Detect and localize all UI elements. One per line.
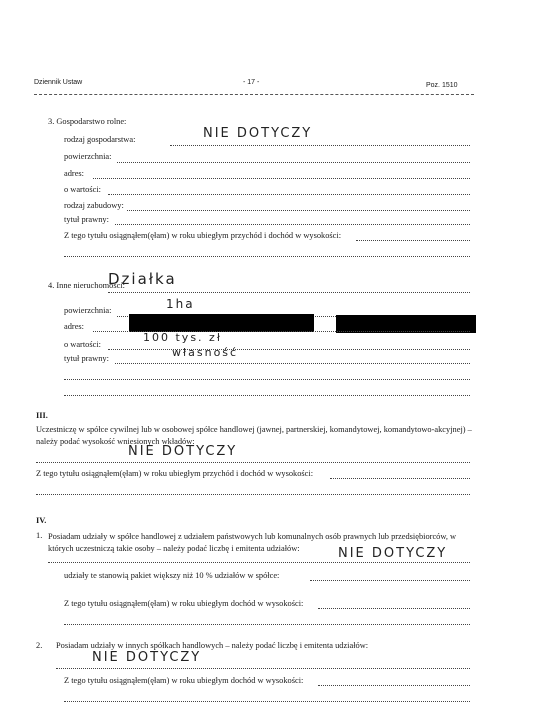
sec3-dochod-line bbox=[356, 240, 470, 241]
header-page-number: - 17 - bbox=[243, 79, 260, 86]
secIV-item2-line bbox=[56, 668, 470, 669]
sec4-wartosc-label: o wartości: bbox=[64, 340, 101, 349]
secIII-dochod-label: Z tego tytułu osiągnąłem(ęłam) w roku ubiegłym przychód i dochód w wysokości: bbox=[36, 469, 314, 478]
secIII-numeral: III. bbox=[36, 411, 48, 420]
secIV-item1-number: 1. bbox=[36, 531, 43, 540]
sec3-zabudowy-label: rodzaj zabudowy: bbox=[64, 201, 124, 210]
header-position: Poz. 1510 bbox=[426, 82, 458, 89]
secIII-extra-line bbox=[36, 494, 470, 495]
secIV-item2-number: 2. bbox=[36, 641, 43, 650]
sec3-powierzchnia-line bbox=[117, 162, 470, 163]
secIII-dochod-line bbox=[330, 478, 470, 479]
secIV-dochod1-label: Z tego tytułu osiągnąłem(ęłam) w roku ubiegłym dochód w wysokości: bbox=[64, 599, 304, 608]
sec4-powierzchnia-label: powierzchnia: bbox=[64, 306, 112, 315]
secIV-pakiet-label: udziały te stanowią pakiet większy niż 10 % udziałów w spółce: bbox=[64, 571, 280, 580]
header-divider bbox=[34, 94, 474, 95]
secIV-dochod2-line bbox=[318, 685, 470, 686]
sec3-rodzaj-handwritten: NIE DOTYCZY bbox=[203, 126, 313, 141]
sec3-zabudowy-line bbox=[127, 210, 470, 211]
sec4-title: 4. Inne nieruchomości: bbox=[48, 281, 125, 290]
sec4-wartosc-handwritten: 100 tys. zł bbox=[143, 331, 222, 344]
sec3-wartosc-line bbox=[108, 194, 470, 195]
sec3-adres-label: adres: bbox=[64, 169, 84, 178]
secIII-handwritten: NIE DOTYCZY bbox=[128, 444, 238, 459]
sec3-tytul-line bbox=[115, 224, 470, 225]
secIV-item2-handwritten: NIE DOTYCZY bbox=[92, 650, 202, 665]
secIV-item1-handwritten: NIE DOTYCZY bbox=[338, 546, 448, 561]
secIV-dochod1-line bbox=[318, 608, 470, 609]
sec3-wartosc-label: o wartości: bbox=[64, 185, 101, 194]
sec3-dochod-label: Z tego tytułu osiągnąłem(ęłam) w roku ubiegłym przychód i dochód w wysokości: bbox=[64, 231, 342, 240]
sec4-extra-line-1 bbox=[64, 379, 470, 380]
sec3-title: 3. Gospodarstwo rolne: bbox=[48, 117, 127, 126]
sec3-tytul-label: tytuł prawny: bbox=[64, 215, 109, 224]
sec4-tytul-label: tytuł prawny: bbox=[64, 354, 109, 363]
sec3-rodzaj-label: rodzaj gospodarstwa: bbox=[64, 135, 136, 144]
sec3-rodzaj-line bbox=[170, 145, 470, 146]
sec3-powierzchnia-label: powierzchnia: bbox=[64, 152, 112, 161]
sec4-tytul-handwritten: własność bbox=[172, 346, 239, 359]
sec3-extra-line bbox=[64, 256, 470, 257]
sec4-adres-label: adres: bbox=[64, 322, 84, 331]
sec4-wartosc-line bbox=[108, 349, 470, 350]
sec4-powierzchnia-handwritten: 1ha bbox=[166, 297, 195, 311]
sec4-title-line bbox=[108, 292, 470, 293]
secIII-value-line bbox=[36, 462, 470, 463]
secIV-numeral: IV. bbox=[36, 516, 47, 525]
secIII-text: Uczestniczę w spółce cywilnej lub w osobowej spółce handlowej (jawnej, partnerskiej, komandytowej, komandytowo-akcyjnej) – należy podać wysokość wniesionych wkładów: bbox=[36, 425, 472, 446]
secIV-item1-line bbox=[48, 562, 470, 563]
sec3-adres-line bbox=[93, 178, 470, 179]
sec4-extra-line-2 bbox=[64, 395, 470, 396]
secIV-item1-extra-line bbox=[64, 624, 470, 625]
secIV-item1-text: Posiadam udziały w spółce handlowej z udziałem państwowych lub komunalnych osób prawnych lub przedsiębiorców, w których uczestniczą takie osoby – należy podać liczbę i emitenta udziałów: bbox=[48, 532, 457, 553]
header-journal: Dziennik Ustaw bbox=[34, 79, 83, 86]
secIV-pakiet-line bbox=[310, 580, 470, 581]
sec4-title-handwritten: Działka bbox=[108, 270, 177, 288]
secIV-item2-text: Posiadam udziały w innych spółkach handlowych – należy podać liczbę i emitenta udziałów: bbox=[56, 641, 369, 650]
secIV-item2-extra-line bbox=[64, 701, 470, 702]
secIV-dochod2-label: Z tego tytułu osiągnąłem(ęłam) w roku ubiegłym dochód w wysokości: bbox=[64, 676, 304, 685]
redaction-bar-1 bbox=[129, 314, 314, 332]
sec4-tytul-line bbox=[115, 363, 470, 364]
